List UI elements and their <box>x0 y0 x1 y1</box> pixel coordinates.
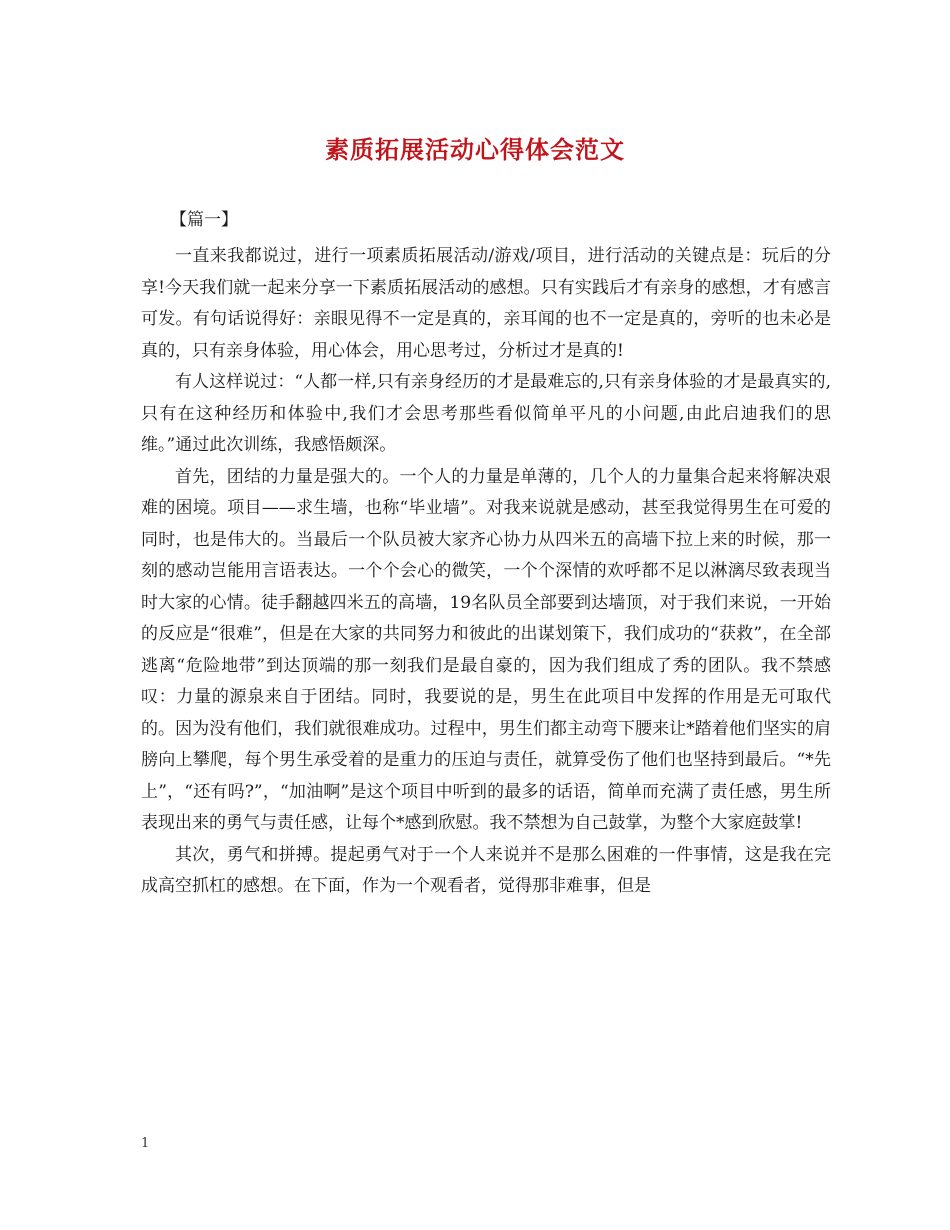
document-body <box>141 241 831 903</box>
paragraph-1: 一直来我都说过，进行一项素质拓展活动/游戏/项目，进行活动的关键点是：玩后的分享!今天我们就一起来分享一下素质拓展活动的感想。只有实践后才有亲身的感想，才有感言可发。有句话说得好：亲眼见得不一定是真的，亲耳闻的也不一定是真的，旁听的也未必是真的，只有亲身体验，用心体会，用心思考过，分析过才是真的! <box>141 246 831 361</box>
section-label: 【篇一】 <box>170 210 238 230</box>
paragraph-4: 其次，勇气和拼搏。提起勇气对于一个人来说并不是那么困难的一件事情，这是我在完成高空抓杠的感想。在下面，作为一个观看者，觉得那非难事，但是 <box>141 844 831 896</box>
paragraph-3: 首先，团结的力量是强大的。一个人的力量是单薄的，几个人的力量集合起来将解决艰难的困境。项目——求生墙，也称“毕业墙”。对我来说就是感动，甚至我觉得男生在可爱的同时，也是伟大的。当最后一个队员被大家齐心协力从四米五的高墙下拉上来的时候，那一刻的感动岂能用言语表达。一个个会心的微笑，一个个深情的欢呼都不足以淋漓尽致表现当时大家的心情。徒手翻越四米五的高墙，19名队员全部要到达墙顶，对于我们来说，一开始的反应是“很难”，但是在大家的共同努力和彼此的出谋划策下，我们成功的“获救”，在全部逃离“危险地带”到达顶端的那一刻我们是最自豪的，因为我们组成了秀的团队。我不禁感叹：力量的源泉来自于团结。同时，我要说的是，男生在此项目中发挥的作用是无可取代的。因为没有他们，我们就很难成功。过程中，男生们都主动弯下腰来让*踏着他们坚实的肩膀向上攀爬，每个男生承受着的是重力的压迫与责任，就算受伤了他们也坚持到最后。“*先上”，“还有吗?”，“加油啊”是这个项目中听到的最多的话语，简单而充满了责任感，男生所表现出来的勇气与责任感，让每个*感到欣慰。我不禁想为自己鼓掌，为整个大家庭鼓掌! <box>141 466 831 833</box>
page-number: 1 <box>141 1136 150 1151</box>
paragraph-2: 有人这样说过：“人都一样,只有亲身经历的才是最难忘的,只有亲身体验的才是最真实的,只有在这种经历和体验中,我们才会思考那些看似简单平凡的小问题,由此启迪我们的思维。”通过此次训练，我感悟颇深。 <box>141 372 831 455</box>
document-title: 素质拓展活动心得体会范文 <box>325 135 625 164</box>
